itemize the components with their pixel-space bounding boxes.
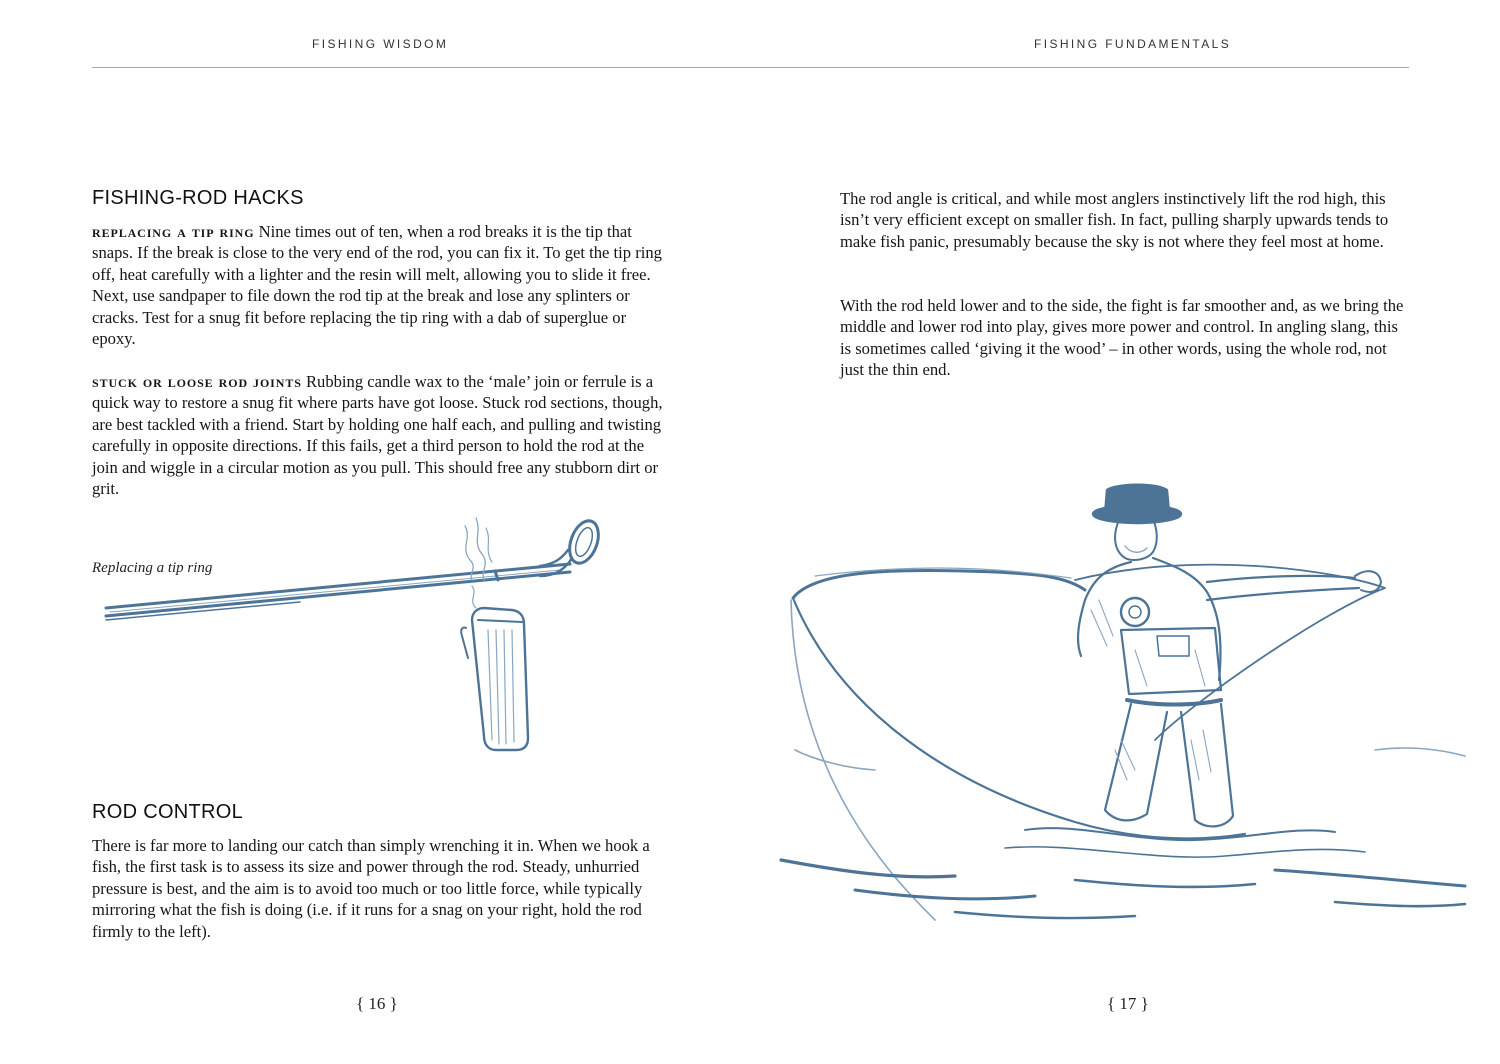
paragraph-rod-angle: The rod angle is critical, and while most anglers instinctively lift the rod high, this isn’t very efficient except on smaller fish. In fact, pulling sharply upwards tends to make fish panic, presumably because the sky is not where they feel most at home. xyxy=(840,189,1389,251)
paragraph-giving-it-the-wood: With the rod held lower and to the side, the fight is far smoother and, as we bring the middle and lower rod into play, gives more power and control. In angling slang, this is sometimes called ‘giving it the wood’ – in other words, using the whole rod, not just the thin end. xyxy=(840,296,1404,380)
angler-illustration xyxy=(775,450,1475,925)
paragraph-replacing-tip-ring xyxy=(92,221,664,349)
left-running-head: FISHING WISDOM xyxy=(312,37,449,51)
lead-rod-joints: stuck or loose rod joints xyxy=(92,372,302,391)
heading-fishing-rod-hacks: FISHING-ROD HACKS xyxy=(92,187,304,209)
text-rod-joints: Rubbing candle wax to the ‘male’ join or ferrule is a quick way to restore a snug fit where parts have got loose. Stuck rod sections, though, are best tackled with a friend. Start by holding one half each, and pulling and twisting carefully in opposite directions. If this fails, get a third person to hold the rod at the join and wiggle in a circular motion as you pull. This should free any stubborn dirt or grit. xyxy=(92,372,663,499)
folio-left: { 16 } xyxy=(356,994,398,1013)
right-running-head: FISHING FUNDAMENTALS xyxy=(1034,37,1232,51)
paragraph-rod-joints xyxy=(92,371,664,499)
paragraph-rod-control: There is far more to landing our catch than simply wrenching it in. When we hook a fish, the first task is to assess its size and power through the rod. Steady, unhurried pressure is best, and the aim is to avoid too much or too little force, while typically mirroring what the fish is doing (i.e. if it runs for a snag on your right, hold the rod firmly to the left). xyxy=(92,836,650,941)
heading-rod-control: ROD CONTROL xyxy=(92,801,244,823)
text-replacing-tip-ring: Nine times out of ten, when a rod breaks it is the tip that snaps. If the break is close to the very end of the rod, you can fix it. To get the tip ring off, heat carefully with a lighter and the resin will melt, allowing you to slide it free. Next, use sandpaper to file down the rod tip at the break and lose any splinters or cracks. Test for a snug fit before replacing the tip ring with a dab of superglue or epoxy. xyxy=(92,222,662,349)
illustration-caption: Replacing a tip ring xyxy=(92,560,213,576)
lead-replacing-tip-ring: replacing a tip ring xyxy=(92,222,255,241)
folio-right: { 17 } xyxy=(1107,994,1149,1013)
tip-ring-illustration xyxy=(100,508,620,758)
header-rule xyxy=(92,67,1409,68)
